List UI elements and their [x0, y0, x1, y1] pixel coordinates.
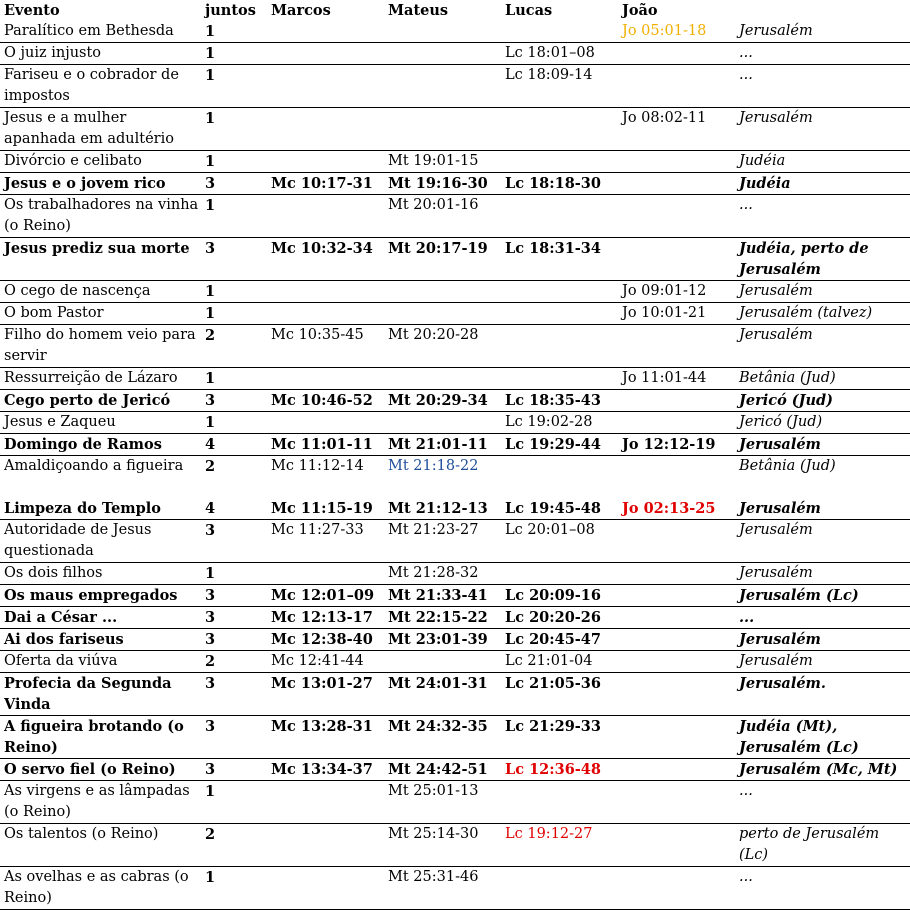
cell-local: Betânia (Jud)	[739, 458, 836, 474]
cell-marcos: Mc 13:28-31	[271, 718, 373, 735]
cell-evento: O juiz injusto	[4, 45, 102, 61]
cell-evento: Ai dos fariseus	[4, 631, 124, 648]
cell-marcos	[267, 412, 384, 434]
cell-joao: Jo 05:01-18	[622, 23, 707, 39]
cell-lucas: Lc 12:36-48	[505, 761, 601, 778]
cell-local: Jerusalém (Lc)	[739, 587, 859, 604]
cell-local: Judéia	[739, 175, 791, 192]
table-row	[0, 498, 910, 520]
cell-lucas	[501, 108, 618, 151]
cell-joao	[618, 607, 735, 629]
table-row	[0, 368, 910, 390]
cell-juntos: 3	[205, 631, 216, 648]
cell-evento: Ressurreição de Lázaro	[4, 370, 178, 386]
cell-mateus: Mt 21:33-41	[388, 587, 488, 604]
table-row	[0, 108, 910, 151]
cell-evento: Jesus e a mulher apanhada em adultério	[4, 110, 174, 147]
cell-lucas: Lc 21:29-33	[505, 718, 601, 735]
cell-evento: Jesus e Zaqueu	[4, 414, 116, 430]
cell-marcos: Mc 13:34-37	[271, 761, 373, 778]
cell-joao	[618, 412, 735, 434]
cell-joao	[618, 151, 735, 173]
header-evento: Evento	[4, 2, 60, 19]
cell-mateus: Mt 21:28-32	[388, 565, 479, 581]
cell-mateus: Mt 23:01-39	[388, 631, 488, 648]
cell-mateus	[384, 303, 501, 325]
cell-marcos	[267, 563, 384, 585]
cell-marcos: Mc 12:01–09	[271, 587, 375, 604]
table-row	[0, 303, 910, 325]
cell-marcos	[267, 781, 384, 824]
cell-joao	[618, 563, 735, 585]
cell-local: Jerusalém.	[739, 675, 826, 692]
cell-juntos: 4	[205, 500, 216, 517]
cell-marcos	[267, 65, 384, 108]
cell-lucas: Lc 19:12-27	[505, 826, 593, 842]
cell-evento: Limpeza do Templo	[4, 500, 161, 517]
cell-evento: As virgens e as lâmpadas (o Reino)	[4, 783, 190, 820]
cell-mateus: Mt 21:18-22	[388, 458, 479, 474]
cell-joao	[618, 173, 735, 195]
cell-marcos: Mc 12:38-40	[271, 631, 373, 648]
cell-mateus: Mt 19:01-15	[388, 153, 479, 169]
cell-evento: Os talentos (o Reino)	[4, 826, 159, 842]
cell-local: Jericó (Jud)	[739, 392, 834, 409]
cell-joao: Jo 02:13-25	[622, 500, 716, 517]
cell-juntos: 3	[205, 175, 216, 192]
cell-evento: Os dois filhos	[4, 565, 103, 581]
cell-local: ...	[739, 869, 753, 885]
cell-joao	[618, 673, 735, 716]
cell-joao	[618, 867, 735, 910]
cell-mateus: Mt 20:20-28	[388, 327, 479, 343]
cell-mateus	[384, 412, 501, 434]
cell-joao	[618, 456, 735, 499]
cell-juntos: 2	[205, 327, 216, 344]
cell-juntos: 2	[205, 653, 216, 670]
cell-marcos	[267, 281, 384, 303]
cell-lucas: Lc 20:09-16	[505, 587, 601, 604]
cell-evento: Profecia da Segunda Vinda	[4, 675, 172, 713]
cell-mateus	[384, 368, 501, 390]
cell-evento: As ovelhas e as cabras (o Reino)	[4, 869, 189, 906]
cell-joao	[618, 43, 735, 65]
cell-mateus: Mt 25:14-30	[388, 826, 479, 842]
table-row	[0, 781, 910, 824]
cell-joao: Jo 12:12-19	[622, 436, 716, 453]
cell-marcos: Mc 10:46-52	[271, 392, 373, 409]
cell-lucas	[501, 151, 618, 173]
cell-evento: Fariseu e o cobrador de impostos	[4, 67, 179, 104]
cell-lucas: Lc 18:09-14	[505, 67, 593, 83]
cell-evento: Cego perto de Jericó	[4, 392, 171, 409]
cell-joao	[618, 325, 735, 368]
cell-marcos	[267, 21, 384, 43]
header-juntos: juntos	[205, 2, 256, 19]
cell-local: Judéia (Mt), Jerusalém (Lc)	[739, 718, 859, 756]
cell-local: ...	[739, 45, 753, 61]
cell-evento: Amaldiçoando a figueira	[4, 458, 184, 474]
cell-juntos: 1	[205, 565, 216, 582]
cell-joao	[618, 716, 735, 759]
table-row	[0, 412, 910, 434]
cell-marcos	[267, 303, 384, 325]
cell-lucas: Lc 21:05-36	[505, 675, 601, 692]
cell-mateus: Mt 20:29-34	[388, 392, 488, 409]
table-row	[0, 195, 910, 238]
cell-evento: Oferta da viúva	[4, 653, 118, 669]
cell-lucas	[501, 325, 618, 368]
table-row	[0, 65, 910, 108]
cell-juntos: 1	[205, 283, 216, 300]
table-row	[0, 651, 910, 673]
cell-marcos	[267, 824, 384, 867]
cell-joao	[618, 520, 735, 563]
cell-juntos: 3	[205, 587, 216, 604]
cell-evento: Domingo de Ramos	[4, 436, 162, 453]
cell-lucas: Lc 20:01–08	[505, 522, 595, 538]
cell-lucas: Lc 18:18-30	[505, 175, 601, 192]
cell-juntos: 1	[205, 783, 216, 800]
cell-mateus: Mt 21:01-11	[388, 436, 488, 453]
cell-juntos: 3	[205, 522, 216, 539]
cell-evento: Jesus e o jovem rico	[4, 175, 166, 192]
cell-joao	[618, 759, 735, 781]
cell-local: Jericó (Jud)	[739, 414, 823, 430]
cell-juntos: 1	[205, 23, 216, 40]
cell-marcos	[267, 195, 384, 238]
table-row	[0, 456, 910, 499]
header-marcos: Marcos	[271, 2, 331, 19]
cell-local: Betânia (Jud)	[739, 370, 836, 386]
cell-marcos: Mc 10:17-31	[271, 175, 373, 192]
cell-local: Jerusalém (talvez)	[739, 305, 873, 321]
cell-marcos: Mc 13:01-27	[271, 675, 373, 692]
cell-local: ...	[739, 609, 755, 626]
header-joao: João	[622, 2, 658, 19]
cell-lucas: Lc 20:45-47	[505, 631, 601, 648]
cell-evento: O servo fiel (o Reino)	[4, 761, 176, 778]
table-row	[0, 563, 910, 585]
cell-evento: Divórcio e celibato	[4, 153, 142, 169]
cell-marcos: Mc 11:27-33	[271, 522, 364, 538]
cell-juntos: 1	[205, 110, 216, 127]
cell-lucas: Lc 19:45-48	[505, 500, 601, 517]
cell-marcos: Mc 11:12-14	[271, 458, 364, 474]
cell-mateus: Mt 25:31-46	[388, 869, 479, 885]
cell-marcos: Mc 12:13-17	[271, 609, 373, 626]
cell-mateus: Mt 25:01-13	[388, 783, 479, 799]
cell-lucas	[501, 368, 618, 390]
table-row	[0, 716, 910, 759]
cell-mateus: Mt 20:01-16	[388, 197, 479, 213]
cell-local: Jerusalém	[739, 653, 813, 669]
cell-juntos: 3	[205, 761, 216, 778]
cell-marcos: Mc 10:32-34	[271, 240, 373, 257]
cell-mateus	[384, 21, 501, 43]
table-row	[0, 824, 910, 867]
cell-local: Judéia, perto de Jerusalém	[739, 240, 869, 278]
cell-lucas: Lc 19:02-28	[505, 414, 593, 430]
cell-juntos: 1	[205, 67, 216, 84]
cell-evento: O cego de nascença	[4, 283, 151, 299]
cell-juntos: 4	[205, 436, 216, 453]
cell-local: Jerusalém	[739, 327, 813, 343]
cell-evento: O bom Pastor	[4, 305, 104, 321]
cell-mateus: Mt 20:17-19	[388, 240, 488, 257]
cell-mateus: Mt 21:23-27	[388, 522, 479, 538]
cell-local: Jerusalém	[739, 110, 813, 126]
cell-marcos: Mc 10:35-45	[271, 327, 364, 343]
cell-juntos: 3	[205, 392, 216, 409]
cell-marcos	[267, 151, 384, 173]
table-row	[0, 390, 910, 412]
cell-joao: Jo 11:01-44	[622, 370, 707, 386]
cell-lucas: Lc 20:20-26	[505, 609, 601, 626]
cell-juntos: 1	[205, 414, 216, 431]
cell-joao	[618, 651, 735, 673]
table-row	[0, 629, 910, 651]
cell-lucas	[501, 456, 618, 499]
cell-juntos: 3	[205, 609, 216, 626]
cell-mateus: Mt 24:42-51	[388, 761, 488, 778]
table-row	[0, 173, 910, 195]
table-row	[0, 21, 910, 43]
cell-lucas	[501, 195, 618, 238]
cell-juntos: 1	[205, 305, 216, 322]
table-row	[0, 585, 910, 607]
cell-local: perto de Jerusalém (Lc)	[739, 826, 880, 863]
cell-juntos: 1	[205, 153, 216, 170]
cell-evento: A figueira brotando (o Reino)	[4, 718, 184, 756]
cell-joao	[618, 629, 735, 651]
cell-evento: Autoridade de Jesus questionada	[4, 522, 152, 559]
cell-mateus: Mt 21:12-13	[388, 500, 488, 517]
cell-lucas	[501, 563, 618, 585]
cell-joao: Jo 08:02-11	[622, 110, 707, 126]
cell-marcos	[267, 368, 384, 390]
cell-juntos: 3	[205, 240, 216, 257]
cell-juntos: 2	[205, 826, 216, 843]
cell-local: Jerusalém	[739, 436, 821, 453]
table-row	[0, 434, 910, 456]
cell-marcos	[267, 867, 384, 910]
cell-juntos: 2	[205, 458, 216, 475]
table-row	[0, 238, 910, 281]
cell-marcos	[267, 43, 384, 65]
cell-mateus: Mt 24:32-35	[388, 718, 488, 735]
cell-local: Jerusalém	[739, 565, 813, 581]
cell-local: Jerusalém (Mc, Mt)	[739, 761, 898, 778]
table-row	[0, 281, 910, 303]
header-mateus: Mateus	[388, 2, 449, 19]
cell-juntos: 3	[205, 718, 216, 735]
cell-local: Jerusalém	[739, 500, 821, 517]
cell-joao: Jo 10:01-21	[622, 305, 707, 321]
cell-joao	[618, 824, 735, 867]
cell-local: Jerusalém	[739, 631, 821, 648]
cell-mateus: Mt 22:15-22	[388, 609, 488, 626]
table-row	[0, 151, 910, 173]
cell-lucas: Lc 19:29-44	[505, 436, 601, 453]
cell-joao	[618, 390, 735, 412]
cell-evento: Os maus empregados	[4, 587, 178, 604]
cell-local: Jerusalém	[739, 283, 813, 299]
header-lucas: Lucas	[505, 2, 553, 19]
cell-local: Jerusalém	[739, 23, 813, 39]
table-row	[0, 43, 910, 65]
cell-evento: Paralítico em Bethesda	[4, 23, 174, 39]
cell-evento: Jesus prediz sua morte	[4, 240, 190, 257]
cell-mateus: Mt 19:16-30	[388, 175, 488, 192]
cell-lucas: Lc 18:35-43	[505, 392, 601, 409]
table-row	[0, 607, 910, 629]
table-row	[0, 673, 910, 716]
cell-joao	[618, 65, 735, 108]
cell-juntos: 1	[205, 370, 216, 387]
cell-local: Judéia	[739, 153, 786, 169]
cell-juntos: 1	[205, 869, 216, 886]
cell-juntos: 3	[205, 675, 216, 692]
cell-lucas: Lc 18:31-34	[505, 240, 601, 257]
cell-lucas: Lc 21:01-04	[505, 653, 593, 669]
cell-lucas	[501, 303, 618, 325]
cell-mateus	[384, 651, 501, 673]
header-local	[735, 0, 910, 21]
cell-evento: Os trabalhadores na vinha (o Reino)	[4, 197, 199, 234]
cell-juntos: 1	[205, 45, 216, 62]
cell-joao: Jo 09:01-12	[622, 283, 707, 299]
cell-joao	[618, 238, 735, 281]
cell-joao	[618, 585, 735, 607]
cell-juntos: 1	[205, 197, 216, 214]
cell-marcos: Mc 11:15-19	[271, 500, 373, 517]
cell-local: ...	[739, 67, 753, 83]
cell-mateus	[384, 65, 501, 108]
table-row	[0, 325, 910, 368]
cell-mateus	[384, 108, 501, 151]
cell-marcos: Mc 11:01-11	[271, 436, 373, 453]
table-row	[0, 867, 910, 910]
cell-evento: Dai a César ...	[4, 609, 118, 626]
cell-joao	[618, 195, 735, 238]
header-row	[0, 0, 910, 21]
cell-lucas	[501, 781, 618, 824]
cell-local: ...	[739, 197, 753, 213]
cell-lucas	[501, 21, 618, 43]
cell-marcos: Mc 12:41-44	[271, 653, 364, 669]
cell-mateus	[384, 281, 501, 303]
cell-lucas	[501, 281, 618, 303]
cell-evento: Filho do homem veio para servir	[4, 327, 196, 364]
cell-marcos	[267, 108, 384, 151]
table-row	[0, 520, 910, 563]
cell-local: Jerusalém	[739, 522, 813, 538]
cell-mateus: Mt 24:01-31	[388, 675, 488, 692]
cell-mateus	[384, 43, 501, 65]
table-row	[0, 759, 910, 781]
cell-joao	[618, 781, 735, 824]
cell-local: ...	[739, 783, 753, 799]
cell-lucas: Lc 18:01–08	[505, 45, 595, 61]
cell-lucas	[501, 867, 618, 910]
